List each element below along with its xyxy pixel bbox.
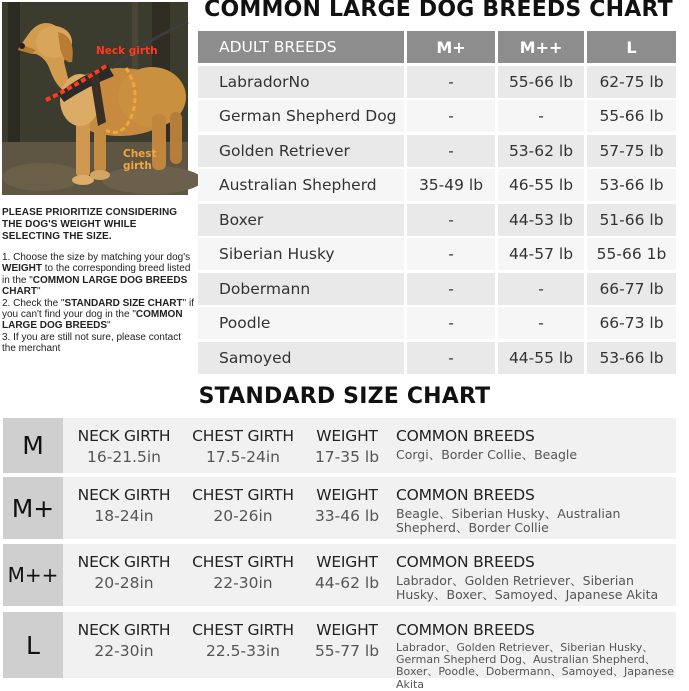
table-row: [198, 204, 676, 236]
neck-heading: NECK GIRTH: [77, 486, 171, 504]
weight-cell: -: [407, 66, 495, 98]
neck-column: [69, 426, 179, 468]
table-row: [198, 273, 676, 305]
weight-heading: WEIGHT: [316, 427, 378, 445]
step1-bold-chart: COMMON LARGE DOG BREEDS CHART: [2, 274, 188, 298]
chest-value: 17.5-24in: [206, 448, 280, 466]
step2-text-2: " if you can't find your dog in the ": [2, 297, 194, 321]
neck-girth-label: Neck girth: [96, 45, 158, 57]
notes-heading: PLEASE PRIORITIZE CONSIDERING THE DOG'S WEIGHT WHILE SELECTING THE SIZE.: [2, 207, 178, 242]
breed-name-cell: German Shepherd Dog: [198, 100, 404, 132]
breed-name-cell: LabradorNo: [198, 66, 404, 98]
weight-value: 17-35 lb: [314, 448, 380, 466]
chest-column: [186, 620, 300, 662]
weight-column: [309, 485, 385, 527]
header-cell: M++: [498, 31, 584, 63]
breed-name-cell: Australian Shepherd: [198, 169, 404, 201]
breed-name-cell: Poodle: [198, 307, 404, 339]
neck-column: [69, 485, 179, 527]
table-row: [198, 169, 676, 201]
weight-value: 33-46 lb: [314, 507, 380, 525]
chest-value: 22-30in: [213, 574, 273, 592]
breeds-chart-title: COMMON LARGE DOG BREEDS CHART: [204, 0, 673, 22]
chest-column: [186, 485, 300, 527]
step3-text: 3. If you are still not sure, please contact the merchant: [2, 331, 181, 355]
size-chart-title: STANDARD SIZE CHART: [198, 384, 491, 409]
weight-cell: 51-66 lb: [587, 204, 676, 236]
breeds-header-row: [198, 31, 676, 63]
chest-heading: CHEST GIRTH: [192, 427, 294, 445]
breed-name-cell: Siberian Husky: [198, 238, 404, 270]
size-label: M: [3, 418, 63, 473]
size-label: L: [3, 612, 63, 678]
table-row: [198, 307, 676, 339]
weight-cell: -: [498, 307, 584, 339]
weight-cell: -: [407, 238, 495, 270]
chest-column: [186, 552, 300, 594]
weight-column: [309, 552, 385, 594]
table-row: [198, 66, 676, 98]
common-breeds-list: Beagle、Siberian Husky、Australian Shepherd、Border Collie: [396, 506, 621, 535]
common-breeds-column: [396, 552, 676, 601]
sizing-notes: [2, 207, 196, 355]
size-row: [3, 477, 676, 539]
weight-cell: 62-75 lb: [587, 66, 676, 98]
weight-cell: 44-57 lb: [498, 238, 584, 270]
breed-name-cell: Golden Retriever: [198, 135, 404, 167]
common-breeds-list: Corgi、Border Collie、Beagle: [396, 447, 578, 462]
step1-text: 1. Choose the size by matching your dog's: [2, 252, 191, 263]
common-breeds-heading: COMMON BREEDS: [396, 486, 535, 504]
chest-column: [186, 426, 300, 468]
weight-cell: -: [407, 135, 495, 167]
weight-heading: WEIGHT: [316, 486, 378, 504]
weight-cell: 53-66 lb: [587, 169, 676, 201]
header-cell: ADULT BREEDS: [198, 31, 404, 63]
weight-cell: 57-75 lb: [587, 135, 676, 167]
header-cell: M+: [407, 31, 495, 63]
weight-value: 44-62 lb: [314, 574, 380, 592]
table-row: [198, 342, 676, 374]
neck-value: 20-28in: [94, 574, 154, 592]
weight-cell: 46-55 lb: [498, 169, 584, 201]
chest-value: 20-26in: [213, 507, 273, 525]
chest-girth-label: Chest girth: [123, 148, 157, 172]
weight-cell: -: [407, 273, 495, 305]
breed-name-cell: Samoyed: [198, 342, 404, 374]
neck-value: 22-30in: [94, 642, 154, 660]
step2-bold-breeds: COMMON LARGE DOG BREEDS: [2, 309, 183, 332]
size-row: [3, 544, 676, 606]
chest-heading: CHEST GIRTH: [192, 553, 294, 571]
chest-heading: CHEST GIRTH: [192, 486, 294, 504]
breed-name-cell: Dobermann: [198, 273, 404, 305]
neck-value: 18-24in: [94, 507, 154, 525]
table-row: [198, 100, 676, 132]
weight-heading: WEIGHT: [316, 621, 378, 639]
table-row: [198, 135, 676, 167]
step2-bold-chart: STANDARD SIZE CHART: [64, 297, 183, 309]
breed-name-cell: Boxer: [198, 204, 404, 236]
size-row: [3, 418, 676, 473]
size-row: [3, 612, 676, 691]
neck-heading: NECK GIRTH: [77, 621, 171, 639]
step1-text-2: to the corresponding breed listed in the ": [2, 263, 191, 286]
dog-photo: [2, 2, 188, 195]
weight-cell: 66-73 lb: [587, 307, 676, 339]
weight-value: 55-77 lb: [314, 642, 380, 660]
weight-cell: 44-53 lb: [498, 204, 584, 236]
weight-column: [309, 620, 385, 662]
common-breeds-heading: COMMON BREEDS: [396, 553, 535, 571]
weight-column: [309, 426, 385, 468]
notes-steps: [2, 252, 196, 355]
neck-column: [69, 552, 179, 594]
weight-cell: -: [407, 204, 495, 236]
common-breeds-list: Labrador、Golden Retriever、Siberian Husky、Boxer、Samoyed、Japanese Akita: [396, 573, 659, 602]
neck-column: [69, 620, 179, 662]
weight-cell: 44-55 lb: [498, 342, 584, 374]
neck-heading: NECK GIRTH: [77, 553, 171, 571]
neck-value: 16-21.5in: [87, 448, 161, 466]
weight-cell: 53-62 lb: [498, 135, 584, 167]
weight-cell: 53-66 lb: [587, 342, 676, 374]
weight-cell: -: [407, 100, 495, 132]
weight-cell: 55-66 lb: [498, 66, 584, 98]
chest-heading: CHEST GIRTH: [192, 621, 294, 639]
common-breeds-heading: COMMON BREEDS: [396, 621, 535, 639]
common-breeds-list: Labrador、Golden Retriever、Siberian Husky、German Shepherd Dog、Australian Shepherd、Boxer、Poodle、Dobermann、Samoyed、Japanese Akita: [396, 641, 674, 691]
size-label: M+: [3, 477, 63, 539]
weight-cell: -: [498, 273, 584, 305]
weight-cell: 55-66 1b: [587, 238, 676, 270]
weight-cell: 66-77 lb: [587, 273, 676, 305]
neck-heading: NECK GIRTH: [77, 427, 171, 445]
step2-text: 2. Check the ": [2, 297, 65, 309]
header-cell: L: [587, 31, 676, 63]
step2-text-3: ": [107, 320, 111, 332]
weight-cell: -: [407, 342, 495, 374]
weight-cell: 35-49 lb: [407, 169, 495, 201]
step1-text-3: ": [37, 286, 41, 298]
weight-cell: 55-66 lb: [587, 100, 676, 132]
common-breeds-heading: COMMON BREEDS: [396, 427, 535, 445]
table-row: [198, 238, 676, 270]
weight-cell: -: [498, 100, 584, 132]
weight-heading: WEIGHT: [316, 553, 378, 571]
common-breeds-column: [396, 426, 676, 462]
weight-cell: -: [407, 307, 495, 339]
step1-bold-weight: WEIGHT: [2, 263, 42, 275]
common-breeds-column: [396, 485, 676, 534]
size-label: M++: [3, 544, 63, 606]
chest-value: 22.5-33in: [206, 642, 280, 660]
common-breeds-column: [396, 620, 676, 691]
